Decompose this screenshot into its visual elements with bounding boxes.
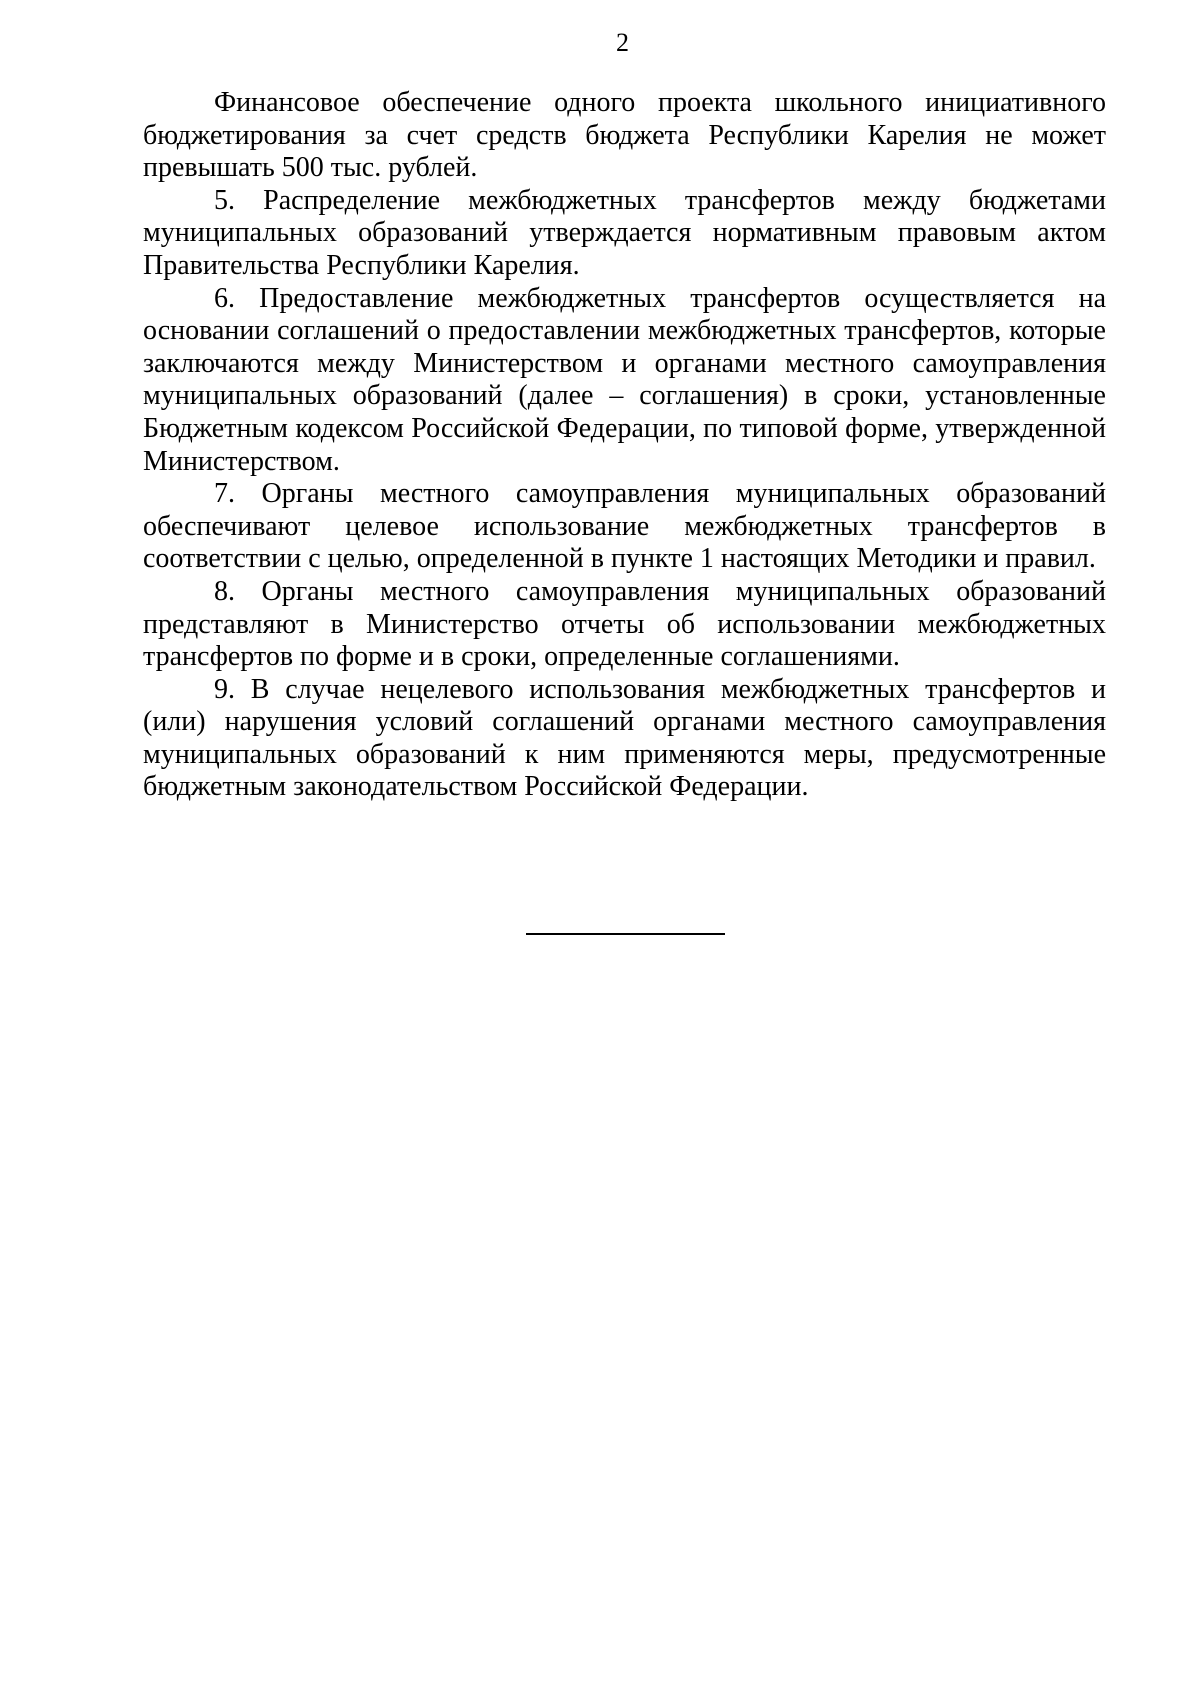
paragraph-7: 7. Органы местного самоуправления муниципальных образований обеспечивают целевое использование межбюджетных трансфертов в соответствии с целью, определенной в пункте 1 настоящих Методики и правил. bbox=[143, 478, 1106, 575]
page-number: 2 bbox=[616, 28, 629, 57]
paragraph-5: 5. Распределение межбюджетных трансфертов между бюджетами муниципальных образований утверждается нормативным правовым актом Правительства Республики Карелия. bbox=[143, 184, 1106, 281]
closing-divider-line bbox=[526, 933, 725, 935]
paragraph-6: 6. Предоставление межбюджетных трансфертов осуществляется на основании соглашений о предоставлении межбюджетных трансфертов, которые заключаются между Министерством и органами местного самоуправления муниципальных образований (далее – соглашения) в сроки, установленные Бюджетным кодексом Российской Федерации, по типовой форме, утвержденной Министерством. bbox=[143, 282, 1106, 477]
paragraph-financing-limit: Финансовое обеспечение одного проекта школьного инициативного бюджетирования за счет средств бюджета Республики Карелия не может превышать 500 тыс. рублей. bbox=[143, 87, 1106, 184]
paragraph-8: 8. Органы местного самоуправления муниципальных образований представляют в Министерство отчеты об использовании межбюджетных трансфертов по форме и в сроки, определенные соглашениями. bbox=[143, 575, 1106, 673]
document-body bbox=[143, 87, 1106, 804]
paragraph-9: 9. В случае нецелевого использования межбюджетных трансфертов и (или) нарушения условий соглашений органами местного самоуправления муниципальных образований к ним применяются меры, предусмотренные бюджетным законодательством Российской Федерации. bbox=[143, 673, 1106, 803]
